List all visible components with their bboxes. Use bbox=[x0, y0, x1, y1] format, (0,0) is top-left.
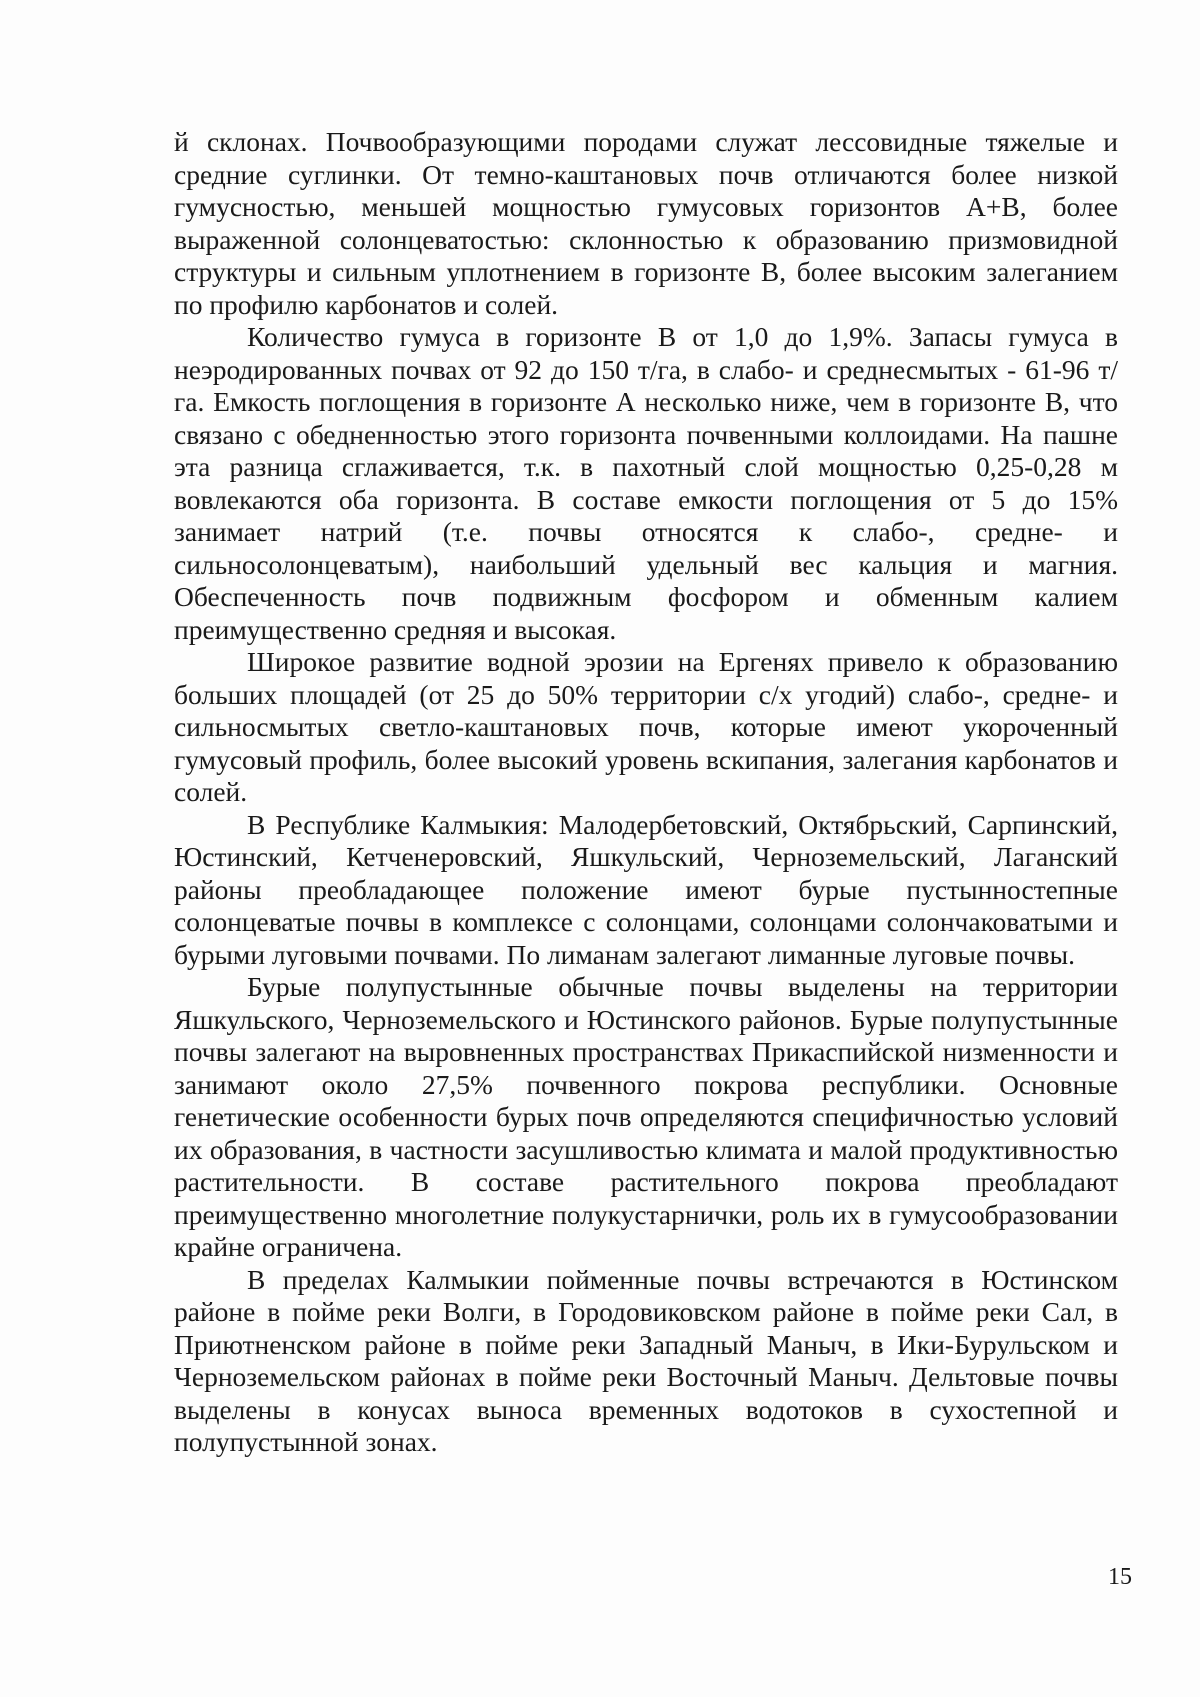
body-text bbox=[174, 126, 1118, 1459]
paragraph-2: Количество гумуса в горизонте В от 1,0 до 1,9%. Запасы гумуса в неэродированных почвах от 92 до 150 т/га, в слабо- и среднесмытых - 61-96 т/га. Емкость поглощения в горизонте А несколько ниже, чем в горизонте В, что связано с обедненностью этого горизонта почвенными коллоидами. На пашне эта разница сглаживается, т.к. в пахотный слой мощностью 0,25-0,28 м вовлекаются оба горизонта. В составе емкости поглощения от 5 до 15% занимает натрий (т.е. почвы относятся к слабо-, средне- и сильносолонцеватым), наибольший удельный вес кальция и магния. Обеспеченность почв подвижным фосфором и обменным калием преимущественно средняя и высокая. bbox=[174, 321, 1118, 645]
page-number: 15 bbox=[1108, 1564, 1132, 1590]
paragraph-6: В пределах Калмыкии пойменные почвы встречаются в Юстинском районе в пойме реки Волги, в Городовиковском районе в пойме реки Сал, в Приютненском районе в пойме реки Западный Маныч, в Ики-Бурульском и Черноземельском районах в пойме реки Восточный Маныч. Дельтовые почвы выделены в конусах выноса временных водотоков в сухостепной и полупустынной зонах. bbox=[174, 1263, 1118, 1457]
paragraph-5: Бурые полупустынные обычные почвы выделены на территории Яшкульского, Черноземельского и Юстинского районов. Бурые полупустынные почвы залегают на выровненных пространствах Прикаспийской низменности и занимают около 27,5% почвенного покрова республики. Основные генетические особенности бурых почв определяются специфичностью условий их образования, в частности засушливостью климата и малой продуктивностью растительности. В составе растительного покрова преобладают преимущественно многолетние полукустарнички, роль их в гумусообразовании крайне ограничена. bbox=[174, 971, 1118, 1262]
paragraph-4: В Республике Калмыкия: Малодербетовский, Октябрьский, Сарпинский, Юстинский, Кетченеровский, Яшкульский, Черноземельский, Лаганский районы преобладающее положение имеют бурые пустынностепные солонцеватые почвы в комплексе с солонцами, солонцами солончаковатыми и бурыми луговыми почвами. По лиманам залегают лиманные луговые почвы. bbox=[174, 808, 1118, 970]
paragraph-3: Широкое развитие водной эрозии на Ергенях привело к образованию больших площадей (от 25 до 50% территории с/х угодий) слабо-, средне- и сильносмытых светло-каштановых почв, которые имеют укороченный гумусовый профиль, более высокий уровень вскипания, залегания карбонатов и солей. bbox=[174, 646, 1118, 807]
paragraph-1: й склонах. Почвообразующими породами служат лессовидные тяжелые и средние суглинки. От темно-каштановых почв отличаются более низкой гумусностью, меньшей мощностью гумусовых горизонтов А+В, более выраженной солонцеватостью: склонностью к образованию призмовидной структуры и сильным уплотнением в горизонте В, более высоким залеганием по профилю карбонатов и солей. bbox=[174, 126, 1118, 320]
